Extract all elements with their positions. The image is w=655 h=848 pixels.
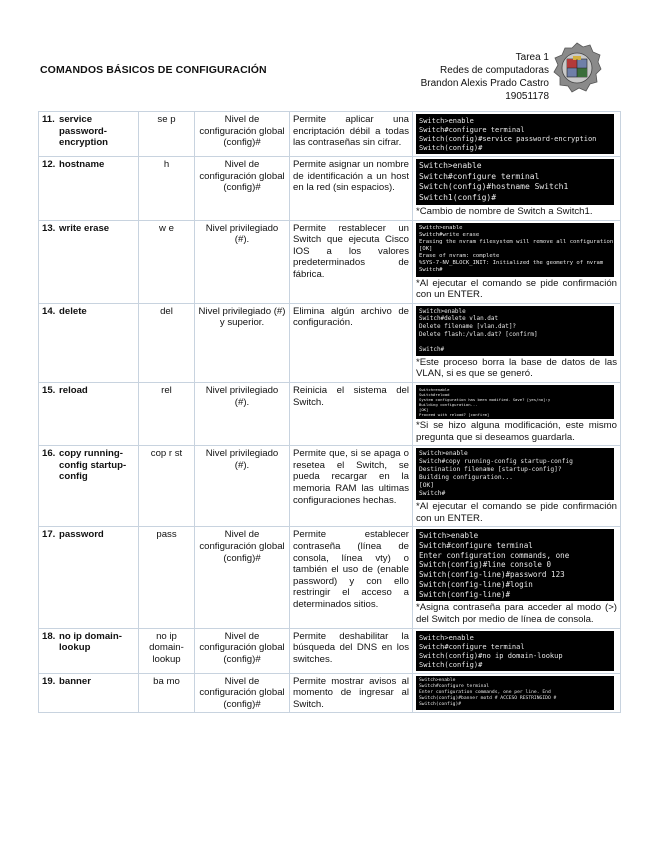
- command-description: Permite que, si se apaga o resetea el Switch, se pueda recargar en la memoria RAM las ultimas configuraciones hechas.: [290, 446, 413, 527]
- command-mode: Nivel de configuración global (config)#: [195, 157, 290, 221]
- task-label: Tarea 1: [515, 52, 549, 63]
- terminal-line: Switch#reload: [419, 391, 450, 397]
- terminal-line: Switch>enable: [419, 161, 482, 170]
- terminal-line: Switch>enable: [419, 531, 479, 541]
- terminal-line: Switch#: [419, 267, 443, 274]
- terminal-line: Switch(config)#banner motd # ACCESO RESTRINGIDO #: [419, 695, 557, 701]
- example-note: *Al ejecutar el comando se pide confirmación con un ENTER.: [416, 277, 617, 301]
- commands-table: [38, 111, 621, 713]
- command-name-cell: [39, 157, 139, 221]
- command-abbreviation: rel: [139, 382, 195, 445]
- example-cell: [413, 673, 621, 713]
- terminal-line: System configuration has been modified. Save? [yes/no]:y: [419, 396, 551, 402]
- table-row: [39, 527, 621, 628]
- example-note: *Al ejecutar el comando se pide confirmación con un ENTER.: [416, 501, 617, 524]
- terminal-line: Enter configuration commands, one per line. End: [419, 689, 551, 695]
- table-row: [39, 112, 621, 157]
- command-abbreviation: del: [139, 303, 195, 382]
- command-name: banner: [59, 675, 91, 687]
- command-mode: Nivel privilegiado (#).: [195, 446, 290, 527]
- command-description: Permite mostrar avisos al momento de ingresar al Switch.: [290, 673, 413, 713]
- terminal-line: Enter configuration commands, one: [419, 550, 570, 560]
- terminal-screenshot: [416, 159, 614, 205]
- terminal-screenshot: [416, 529, 614, 601]
- table-row: [39, 446, 621, 527]
- row-number: 13.: [42, 222, 56, 234]
- terminal-line: Switch#: [419, 346, 445, 354]
- terminal-line: Switch(config)#hostname Switch1: [419, 182, 569, 191]
- terminal-line: Delete flash:/vlan.dat? [confirm]: [419, 330, 538, 338]
- command-name-cell: [39, 628, 139, 673]
- command-name-cell: [39, 446, 139, 527]
- terminal-line: Switch>enable: [419, 450, 468, 458]
- terminal-line: Switch>enable: [419, 632, 474, 642]
- author-name: Brandon Alexis Prado Castro: [420, 78, 549, 89]
- command-name-cell: [39, 673, 139, 713]
- terminal-line: Switch(config)#line console 0: [419, 560, 552, 570]
- terminal-screenshot: [416, 223, 614, 277]
- command-abbreviation: pass: [139, 527, 195, 628]
- example-cell: [413, 112, 621, 157]
- example-note: *Este proceso borra la base de datos de las VLAN, si es que se generó.: [416, 356, 617, 380]
- command-description: Permite deshabilitar la búsqueda del DNS en los switches.: [290, 628, 413, 673]
- row-number: 15.: [42, 384, 56, 396]
- terminal-line: Proceed with reload? [confirm]: [419, 411, 490, 417]
- terminal-line: Delete filename [vlan.dat]?: [419, 323, 517, 331]
- row-number: 17.: [42, 529, 56, 541]
- command-abbreviation: h: [139, 157, 195, 221]
- course-label: Redes de computadoras: [440, 65, 549, 76]
- command-mode: Nivel de configuración global (config)#: [195, 527, 290, 628]
- command-name: write erase: [59, 222, 110, 234]
- table-row: [39, 303, 621, 382]
- terminal-screenshot: [416, 306, 614, 356]
- command-mode: Nivel privilegiado (#).: [195, 220, 290, 303]
- command-abbreviation: no ip domain-lookup: [139, 628, 195, 673]
- terminal-line: Erase of nvram: complete: [419, 253, 500, 260]
- terminal-line: Switch>enable: [419, 386, 450, 392]
- example-cell: [413, 628, 621, 673]
- command-mode: Nivel de configuración global (config)#: [195, 673, 290, 713]
- terminal-line: Switch>enable: [419, 677, 456, 683]
- terminal-line: Switch(config)#: [419, 701, 462, 707]
- terminal-line: Switch(config-line)#password 123: [419, 570, 565, 580]
- command-mode: Nivel privilegiado (#) y superior.: [195, 303, 290, 382]
- terminal-screenshot: [416, 448, 614, 500]
- command-abbreviation: w e: [139, 220, 195, 303]
- terminal-line: Switch>enable: [419, 307, 466, 315]
- example-note: *Si se hizo alguna modificación, este mismo pregunta que si deseamos guardarla.: [416, 419, 617, 443]
- terminal-line: Switch#configure terminal: [419, 125, 525, 134]
- university-seal-icon: [552, 42, 602, 94]
- author-block: [421, 51, 549, 103]
- terminal-line: Switch>enable: [419, 224, 463, 231]
- example-note: *Cambio de nombre de Switch a Switch1.: [416, 206, 593, 217]
- example-cell: [413, 527, 621, 628]
- command-name: no ip domain-lookup: [59, 630, 122, 654]
- terminal-line: Switch(config)#service password-encryption: [419, 134, 597, 143]
- row-number: 18.: [42, 630, 56, 642]
- commands-table-body: [39, 112, 621, 713]
- terminal-line: Erasing the nvram filesystem will remove all configuration: [419, 238, 614, 245]
- terminal-line: Switch#configure terminal: [419, 641, 525, 651]
- command-name-cell: [39, 527, 139, 628]
- terminal-line: Building configuration...: [419, 401, 478, 407]
- terminal-screenshot: [416, 114, 614, 154]
- command-name-cell: [39, 303, 139, 382]
- terminal-screenshot: [416, 385, 614, 419]
- terminal-line: Switch#: [419, 490, 446, 498]
- terminal-screenshot: [416, 631, 614, 671]
- command-description: Permite establecer contraseña (línea de consola, línea vty) o también el uso de (enable password) y con ello restringir el acceso a determinados sitios.: [290, 527, 413, 628]
- table-row: [39, 157, 621, 221]
- terminal-line: Switch(config)#no ip domain-lookup: [419, 650, 563, 660]
- document-title: COMANDOS BÁSICOS DE CONFIGURACIÓN: [40, 64, 267, 76]
- example-cell: [413, 446, 621, 527]
- row-number: 19.: [42, 675, 56, 687]
- row-number: 12.: [42, 159, 56, 170]
- command-name-cell: [39, 220, 139, 303]
- command-mode: Nivel privilegiado (#).: [195, 382, 290, 445]
- command-abbreviation: ba mo: [139, 673, 195, 713]
- command-name: hostname: [59, 159, 105, 170]
- example-cell: [413, 382, 621, 445]
- command-name-cell: [39, 382, 139, 445]
- command-name: password: [59, 529, 104, 541]
- table-row: [39, 673, 621, 713]
- terminal-line: %SYS-7-NV_BLOCK_INIT: Initialized the geometry of nvram: [419, 260, 604, 267]
- terminal-line: [419, 338, 611, 346]
- command-name-cell: [39, 112, 139, 157]
- command-abbreviation: se p: [139, 112, 195, 157]
- terminal-line: [OK]: [419, 482, 435, 490]
- terminal-line: Destination filename [startup-config]?: [419, 466, 562, 474]
- table-row: [39, 628, 621, 673]
- example-cell: [413, 220, 621, 303]
- example-cell: [413, 157, 621, 221]
- command-name: service password-encryption: [59, 114, 109, 149]
- terminal-line: Switch1(config)#: [419, 192, 497, 202]
- command-description: Elimina algún archivo de configuración.: [290, 303, 413, 382]
- terminal-line: Switch#configure terminal: [419, 683, 490, 689]
- terminal-screenshot: [416, 676, 614, 710]
- terminal-line: Switch(config)#: [419, 143, 483, 152]
- terminal-line: Switch>enable: [419, 116, 474, 125]
- table-row: [39, 382, 621, 445]
- terminal-line: Switch(config-line)#login: [419, 579, 533, 589]
- terminal-line: Switch#configure terminal: [419, 541, 533, 551]
- example-note: *Asigna contraseña para acceder al modo (>) del Switch por medio de línea de consola.: [416, 602, 617, 625]
- command-description: Permite aplicar una encriptación débil a todas las contraseñas sin cifrar.: [290, 112, 413, 157]
- table-row: [39, 220, 621, 303]
- terminal-line: Switch#write erase: [419, 231, 480, 238]
- terminal-line: Switch(config-line)#: [419, 589, 511, 599]
- terminal-line: [OK]: [419, 246, 433, 253]
- command-name: delete: [59, 305, 87, 317]
- command-name: reload: [59, 384, 88, 396]
- row-number: 14.: [42, 305, 56, 317]
- command-abbreviation: cop r st: [139, 446, 195, 527]
- command-mode: Nivel de configuración global (config)#: [195, 112, 290, 157]
- command-description: Reinicia el sistema del Switch.: [290, 382, 413, 445]
- command-description: Permite restablecer un Switch que ejecuta Cisco IOS a los valores predeterminados de fábrica.: [290, 220, 413, 303]
- terminal-line: Switch#copy running-config startup-config: [419, 458, 573, 466]
- row-number: 16.: [42, 448, 56, 460]
- terminal-line: [OK]: [419, 406, 429, 412]
- command-name: copy running-config startup-config: [59, 448, 127, 483]
- command-description: Permite asignar un nombre de identificación a un host en la red (sin espacios).: [290, 157, 413, 221]
- terminal-line: Switch#delete vlan.dat: [419, 315, 499, 323]
- example-cell: [413, 303, 621, 382]
- row-number: 11.: [42, 114, 55, 125]
- command-mode: Nivel de configuración global (config)#: [195, 628, 290, 673]
- student-id: 19051178: [505, 91, 549, 102]
- terminal-line: Switch(config)#: [419, 659, 483, 669]
- terminal-line: Building configuration...: [419, 474, 513, 482]
- terminal-line: Switch#configure terminal: [419, 171, 540, 181]
